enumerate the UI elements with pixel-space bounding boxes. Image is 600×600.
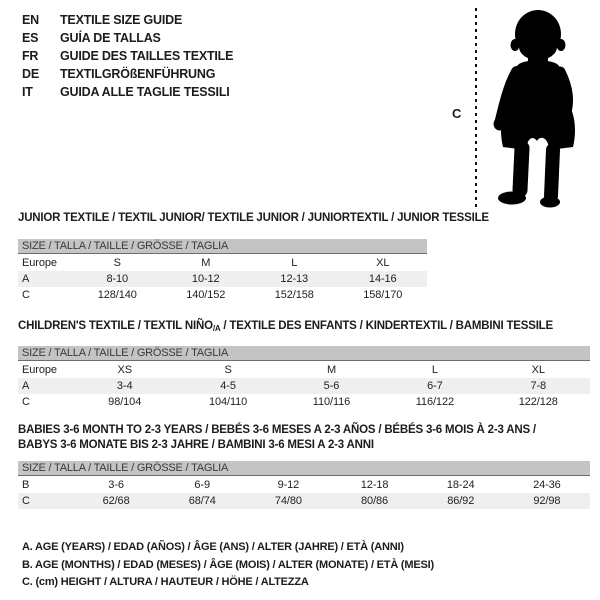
table-row <box>18 287 427 303</box>
table-row <box>18 255 427 271</box>
table-cell: 116/122 <box>415 396 454 408</box>
table-cell: 12-18 <box>360 479 389 491</box>
footnote-b: B. AGE (MONTHS) / EDAD (MESES) / ÂGE (MOIS) / ALTER (MONATE) / ETÀ (MESI) <box>22 558 434 571</box>
children-title-sub: /A <box>212 324 221 333</box>
language-code: ES <box>22 31 39 45</box>
table-cell: 122/128 <box>518 396 558 408</box>
language-row-es <box>22 29 233 47</box>
children-title-pre: CHILDREN'S TEXTILE / TEXTIL NIÑO <box>18 320 213 332</box>
toddler-silhouette-icon <box>488 8 584 212</box>
table-cell: 4-5 <box>220 380 236 392</box>
table-cell: 3-4 <box>116 380 133 392</box>
table-cell: 5-6 <box>323 380 340 392</box>
table-row <box>18 493 590 509</box>
table-cell: 158/170 <box>363 289 403 301</box>
language-row-de <box>22 65 233 83</box>
language-row-it <box>22 83 233 101</box>
language-code: FR <box>22 49 39 63</box>
table-cell: 14-16 <box>368 273 397 285</box>
table-cell: 10-12 <box>191 273 220 285</box>
table-cell: 3-6 <box>108 479 124 491</box>
row-label: B <box>22 479 30 491</box>
language-code: DE <box>22 67 39 81</box>
guide-title: TEXTILGRÖßENFÜHRUNG <box>60 67 216 81</box>
babies-table-title <box>18 423 536 453</box>
language-row-en <box>22 11 233 29</box>
table-cell: 18-24 <box>446 479 475 491</box>
babies-size-header-bar: SIZE / TALLA / TAILLE / GRÖSSE / TAGLIA <box>18 461 590 476</box>
row-label: C <box>22 495 30 507</box>
guide-title: GUIDE DES TAILLES TEXTILE <box>60 49 234 63</box>
table-cell: XL <box>531 364 545 376</box>
row-label: Europe <box>22 364 57 376</box>
row-label: A <box>22 273 30 285</box>
table-cell: XL <box>376 257 390 269</box>
table-cell: 128/140 <box>97 289 137 301</box>
table-cell: 6-9 <box>194 479 211 491</box>
language-title-list <box>22 11 233 101</box>
table-cell: S <box>113 257 121 269</box>
row-label: A <box>22 380 30 392</box>
table-cell: 24-36 <box>533 479 561 491</box>
footnote-a: A. AGE (YEARS) / EDAD (AÑOS) / ÂGE (ANS) / ALTER (JAHRE) / ETÀ (ANNI) <box>22 541 404 553</box>
table-cell: L <box>431 364 438 376</box>
language-code: IT <box>22 85 33 99</box>
babies-size-table <box>18 477 590 509</box>
footnote-c: C. (cm) HEIGHT / ALTURA / HAUTEUR / HÖHE / ALTEZZA <box>22 576 309 588</box>
children-title-post: / TEXTILE DES ENFANTS / KINDERTEXTIL / BAMBINI TESSILE <box>220 320 553 332</box>
guide-title: GUIDA ALLE TAGLIE TESSILI <box>60 85 230 99</box>
table-cell: 74/80 <box>274 495 302 507</box>
table-row <box>18 477 590 493</box>
table-row <box>18 362 590 378</box>
table-cell: 8-10 <box>106 273 129 285</box>
guide-title: TEXTILE SIZE GUIDE <box>60 13 183 27</box>
row-label: Europe <box>22 257 57 269</box>
row-label: C <box>22 396 30 408</box>
table-cell: 7-8 <box>530 380 547 392</box>
table-cell: 80/86 <box>361 495 389 507</box>
table-cell: 152/158 <box>274 289 314 301</box>
table-cell: S <box>224 364 232 376</box>
table-row <box>18 271 427 287</box>
junior-size-header-bar: SIZE / TALLA / TAILLE / GRÖSSE / TAGLIA <box>18 239 427 254</box>
height-measure-label: C <box>452 106 462 121</box>
babies-title-line2: BABYS 3-6 MONATE BIS 2-3 JAHRE / BAMBINI 3-6 MESI A 2-3 ANNI <box>18 439 374 451</box>
table-cell: 104/110 <box>208 396 248 408</box>
table-cell: 86/92 <box>447 495 475 507</box>
table-cell: 68/74 <box>188 495 216 507</box>
table-cell: 140/152 <box>186 289 226 301</box>
table-row <box>18 378 590 394</box>
table-cell: 12-13 <box>280 273 309 285</box>
children-size-table <box>18 362 590 410</box>
table-cell: 6-7 <box>427 380 443 392</box>
guide-title: GUÍA DE TALLAS <box>60 31 161 45</box>
children-size-header-bar: SIZE / TALLA / TAILLE / GRÖSSE / TAGLIA <box>18 346 590 361</box>
table-cell: XS <box>117 364 132 376</box>
table-cell: M <box>326 364 337 376</box>
height-dashed-line <box>475 8 477 208</box>
table-cell: M <box>201 257 211 269</box>
junior-table-title: JUNIOR TEXTILE / TEXTIL JUNIOR/ TEXTILE JUNIOR / JUNIORTEXTIL / JUNIOR TESSILE <box>18 212 489 224</box>
legend-footnotes <box>22 539 434 592</box>
table-cell: 92/98 <box>533 495 561 507</box>
table-cell: 98/104 <box>108 396 142 408</box>
babies-title-line1: BABIES 3-6 MONTH TO 2-3 YEARS / BEBÉS 3-6 MESES A 2-3 AÑOS / BÉBÉS 3-6 MOIS À 2-3 ANS / <box>18 424 536 436</box>
row-label: C <box>22 289 30 301</box>
height-measure-figure <box>448 6 588 214</box>
table-cell: 62/68 <box>102 495 130 507</box>
language-row-fr <box>22 47 233 65</box>
children-table-title <box>18 319 553 336</box>
table-cell: 110/116 <box>312 396 351 408</box>
junior-size-table <box>18 255 427 303</box>
table-cell: L <box>291 257 298 269</box>
table-row <box>18 394 590 410</box>
language-code: EN <box>22 13 39 27</box>
table-cell: 9-12 <box>277 479 300 491</box>
